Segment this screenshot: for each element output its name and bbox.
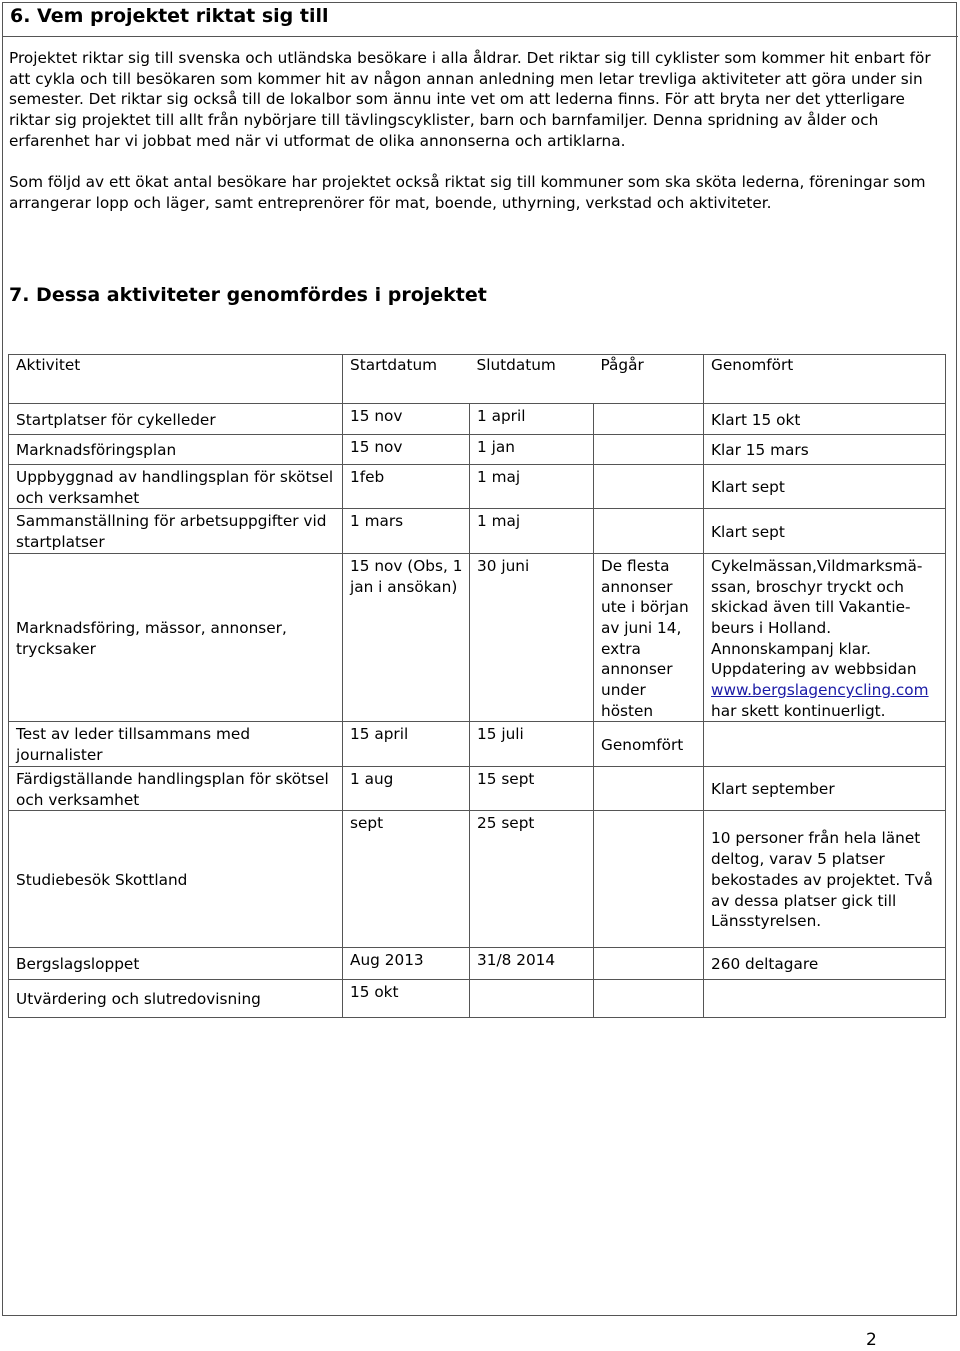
cell-aktivitet: Marknadsföringsplan <box>9 435 343 465</box>
table-row <box>9 465 946 509</box>
cell-start: 1 mars <box>343 509 470 553</box>
cell-start: 15 nov <box>343 435 470 465</box>
cell-aktivitet: Utvärdering och slutredovisning <box>9 980 343 1018</box>
cell-pagar <box>594 980 704 1018</box>
column-header: Slutdatum <box>470 355 594 404</box>
cell-aktivitet: Startplatser för cykelleder <box>9 404 343 435</box>
section-6-heading: 6. Vem projektet riktat sig till <box>3 3 958 37</box>
cell-pagar: Genomfört <box>594 722 704 766</box>
cell-aktivitet: Sammanställning för arbetsuppgifter vid startplatser <box>9 509 343 553</box>
cell-aktivitet: Test av leder tillsammans med journalister <box>9 722 343 766</box>
cell-genomfort <box>704 553 946 722</box>
table-row <box>9 722 946 766</box>
cell-start: 15 nov (Obs, 1 jan i ansökan) <box>343 553 470 722</box>
table-row <box>9 404 946 435</box>
cell-start: 1feb <box>343 465 470 509</box>
section-7-heading: 7. Dessa aktiviteter genomfördes i projektet <box>9 284 487 306</box>
column-header: Startdatum <box>343 355 470 404</box>
section-6-paragraph-1: Projektet riktar sig till svenska och utländska besökare i alla åldrar. Det riktar sig till cyklister som kommer hit enbart för att cykla och till besökaren som kommer hit av någon annan anledning men letar trevliga aktiviteter att göra under sin semester. Det riktar sig också till de lokalbor som ännu inte vet om att lederna finns. För att bryta ner det ytterligare riktar sig projektet till allt från nybörjare till tävlingscyklister, barn och barnfamiljer. Denna spridning av ålder och erfarenhet har vi jobbat med när vi utformat de olika annonserna och artiklarna. <box>9 49 931 150</box>
table-row <box>9 766 946 810</box>
cell-start: 15 april <box>343 722 470 766</box>
cell-slut: 1 maj <box>470 509 594 553</box>
cell-genomfort: Klart sept <box>704 465 946 509</box>
cell-slut: 25 sept <box>470 811 594 948</box>
cell-slut: 30 juni <box>470 553 594 722</box>
cell-pagar <box>594 948 704 980</box>
table-row <box>9 509 946 553</box>
section-6-paragraph-2: Som följd av ett ökat antal besökare har projektet också riktat sig till kommuner som ska sköta lederna, föreningar som arrangerar lopp och läger, samt entreprenörer för mat, boende, uthyrning, verkstad och aktiviteter. <box>9 173 926 212</box>
cell-genomfort: Klart sept <box>704 509 946 553</box>
column-header: Pågår <box>594 355 704 404</box>
cell-pagar <box>594 811 704 948</box>
genomfort-text: Cykelmässan,Vildmarksmä-ssan, broschyr tryckt och skickad även till Vakantie-beurs i Holland. Annonskampanj klar. Uppdatering av webbsidan <box>711 556 923 679</box>
cell-pagar <box>594 509 704 553</box>
cell-pagar <box>594 404 704 435</box>
cell-pagar <box>594 435 704 465</box>
cell-start: 1 aug <box>343 766 470 810</box>
cell-slut: 1 april <box>470 404 594 435</box>
cell-genomfort: Klart 15 okt <box>704 404 946 435</box>
table-row <box>9 435 946 465</box>
column-header: Genomfört <box>704 355 946 404</box>
cell-aktivitet: Uppbyggnad av handlingsplan för skötsel och verksamhet <box>9 465 343 509</box>
table-row <box>9 948 946 980</box>
cell-genomfort <box>704 980 946 1018</box>
cell-genomfort: 260 deltagare <box>704 948 946 980</box>
cell-slut: 31/8 2014 <box>470 948 594 980</box>
cell-genomfort: Klart september <box>704 766 946 810</box>
table-row <box>9 553 946 722</box>
cell-slut <box>470 980 594 1018</box>
cell-pagar <box>594 766 704 810</box>
cell-slut: 1 maj <box>470 465 594 509</box>
cell-aktivitet: Bergslagsloppet <box>9 948 343 980</box>
activities-table <box>8 354 946 1018</box>
page-number: 2 <box>866 1330 877 1350</box>
cell-pagar: De flesta annonser ute i början av juni 14, extra annonser under hösten <box>594 553 704 722</box>
cell-start: 15 okt <box>343 980 470 1018</box>
cell-start: 15 nov <box>343 404 470 435</box>
cell-slut: 1 jan <box>470 435 594 465</box>
cell-genomfort <box>704 722 946 766</box>
cell-aktivitet: Marknadsföring, mässor, annonser, trycksaker <box>9 553 343 722</box>
cell-aktivitet: Studiebesök Skottland <box>9 811 343 948</box>
cell-start: sept <box>343 811 470 948</box>
cell-genomfort: Klar 15 mars <box>704 435 946 465</box>
column-header: Aktivitet <box>9 355 343 404</box>
cell-start: Aug 2013 <box>343 948 470 980</box>
cell-genomfort: 10 personer från hela länet deltog, varav 5 platser bekostades av projektet. Två av dessa platser gick till Länsstyrelsen. <box>704 811 946 948</box>
cell-slut: 15 sept <box>470 766 594 810</box>
website-link[interactable]: www.bergslagencycling.com <box>711 681 929 700</box>
cell-aktivitet: Färdigställande handlingsplan för skötsel och verksamhet <box>9 766 343 810</box>
cell-slut: 15 juli <box>470 722 594 766</box>
table-row <box>9 811 946 948</box>
cell-pagar <box>594 465 704 509</box>
genomfort-text-end: har skett kontinuerligt. <box>711 701 886 720</box>
table-row <box>9 980 946 1018</box>
table-header-row <box>9 355 946 404</box>
